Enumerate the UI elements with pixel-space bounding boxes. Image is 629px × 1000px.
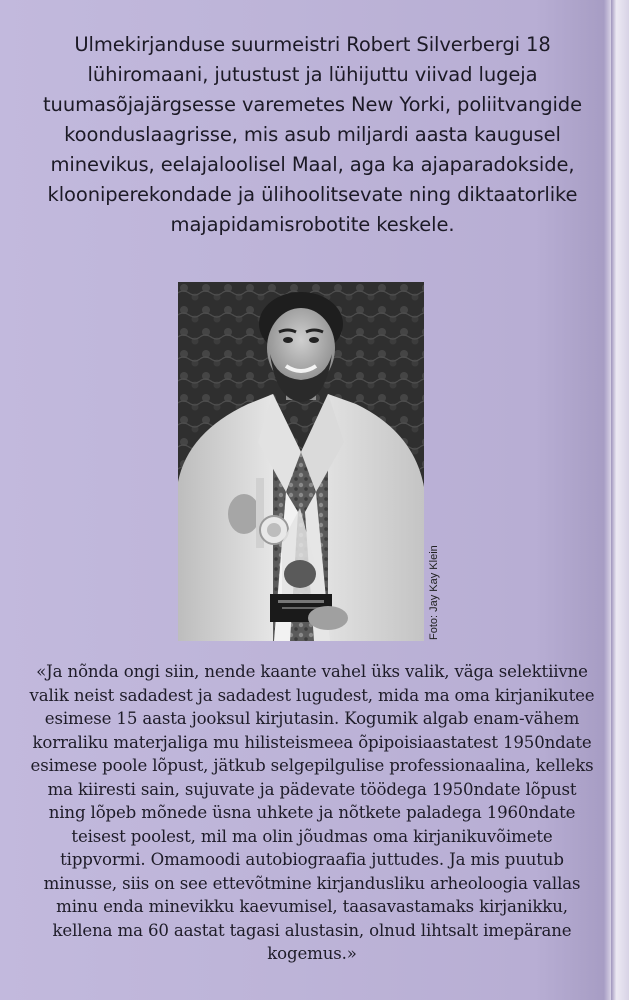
author-photo <box>178 282 424 641</box>
author-photo-illustration <box>178 282 424 641</box>
photo-credit: Foto: Jay Kay Klein <box>428 545 440 640</box>
author-quote: «Ja nõnda ongi siin, nende kaante vahel üks valik, väga selektiivne valik neist sadadest ja sadadest lugudest, mida ma oma kirjanikutee esimese 15 aasta jooksul kirjutasin. Kogumik algab enam-vähem korraliku materjaliga mu hilisteismeea õpipoisiaastatest 1950ndate esimese poole lõpust, jätkub selgepilgulise professionaalina, kelleks ma kiiresti sain, sujuvate ja pädevate töödega 1950ndate lõpust ning lõpeb mõnede üsna uhkete ja nõtkete paladega 1960ndate teisest poolest, mil ma olin jõudmas oma kirjanikuvõimete tippvormi. Omamoodi autobiograafia juttudes. Ja mis puutub minusse, siis on see ettevõtmine kirjandusliku arheoloogia vallas minu enda minevikku kaevumisel, taasavastamaks kirjanikku, kellena ma 60 aastat tagasi alustasin, olnud lihtsalt imepärane kogemus.» <box>29 662 595 963</box>
page-edge <box>611 0 629 1000</box>
cover-blurb: Ulmekirjanduse suurmeistri Robert Silverbergi 18 lühiromaani, jutustust ja lühijuttu viivad lugeja tuumasõjajärgsesse varemetes New Yorki, poliitvangide koonduslaagrisse, mis asub miljardi aasta kaugusel minevikus, eelajaloolisel Maal, aga ka ajaparadokside, klooniperekondade ja ülihoolitsevate ning diktaatorlike majapidamisrobotite keskele. <box>43 33 582 236</box>
